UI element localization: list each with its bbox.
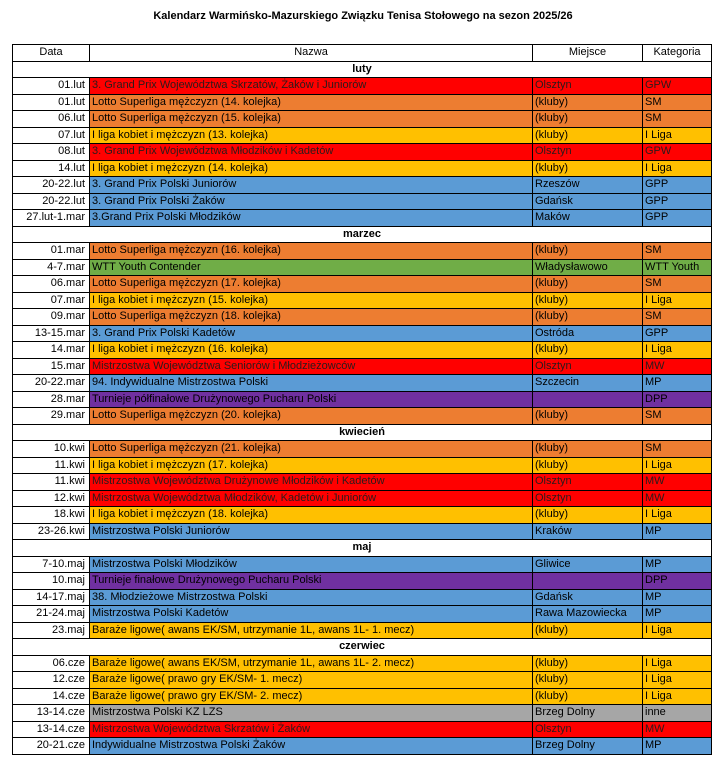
event-row (13, 94, 712, 111)
event-place: Władysławowo (533, 259, 643, 276)
event-name: Lotto Superliga mężczyzn (20. kolejka) (90, 408, 533, 425)
event-row (13, 78, 712, 95)
event-place: Brzeg Dolny (533, 738, 643, 755)
event-row (13, 573, 712, 590)
event-name: I liga kobiet i mężczyzn (14. kolejka) (90, 160, 533, 177)
event-date: 23.maj (13, 622, 90, 639)
event-name: Mistrzostwa Województwa Seniorów i Młodzieżowców (90, 358, 533, 375)
event-category: MW (643, 358, 712, 375)
event-category: MP (643, 556, 712, 573)
event-row (13, 292, 712, 309)
event-name: 94. Indywidualne Mistrzostwa Polski (90, 375, 533, 392)
header-category: Kategoria (643, 45, 712, 62)
event-category: DPP (643, 391, 712, 408)
event-name: Indywidualne Mistrzostwa Polski Żaków (90, 738, 533, 755)
event-date: 27.lut-1.mar (13, 210, 90, 227)
month-label: maj (13, 540, 712, 557)
month-label: luty (13, 61, 712, 78)
event-date: 09.mar (13, 309, 90, 326)
event-name: I liga kobiet i mężczyzn (13. kolejka) (90, 127, 533, 144)
event-name: Lotto Superliga mężczyzn (14. kolejka) (90, 94, 533, 111)
event-name: 3. Grand Prix Województwa Skrzatów, Żaków i Juniorów (90, 78, 533, 95)
event-category: SM (643, 408, 712, 425)
event-name: Mistrzostwa Polski KZ LZS (90, 705, 533, 722)
event-date: 13-14.cze (13, 705, 90, 722)
event-place (533, 573, 643, 590)
event-row (13, 457, 712, 474)
event-row (13, 606, 712, 623)
event-category: GPP (643, 325, 712, 342)
month-row (13, 424, 712, 441)
event-date: 11.kwi (13, 457, 90, 474)
event-date: 11.kwi (13, 474, 90, 491)
event-place: (kluby) (533, 94, 643, 111)
event-row (13, 375, 712, 392)
event-row (13, 688, 712, 705)
event-place: (kluby) (533, 457, 643, 474)
event-place: Rawa Mazowiecka (533, 606, 643, 623)
month-row (13, 540, 712, 557)
event-category: MP (643, 589, 712, 606)
event-date: 14-17.maj (13, 589, 90, 606)
event-name: Lotto Superliga mężczyzn (18. kolejka) (90, 309, 533, 326)
event-name: 3. Grand Prix Województwa Młodzików i Kadetów (90, 144, 533, 161)
event-place: (kluby) (533, 243, 643, 260)
event-date: 10.kwi (13, 441, 90, 458)
event-category: I Liga (643, 507, 712, 524)
event-row (13, 309, 712, 326)
event-name: Lotto Superliga mężczyzn (17. kolejka) (90, 276, 533, 293)
event-category: MP (643, 375, 712, 392)
month-label: czerwiec (13, 639, 712, 656)
event-place: (kluby) (533, 655, 643, 672)
event-place: Olsztyn (533, 144, 643, 161)
event-category: GPP (643, 177, 712, 194)
event-category: I Liga (643, 655, 712, 672)
event-place: Gdańsk (533, 589, 643, 606)
event-row (13, 243, 712, 260)
event-date: 20-21.cze (13, 738, 90, 755)
event-place: (kluby) (533, 309, 643, 326)
event-name: Mistrzostwa Województwa Drużynowe Młodzików i Kadetów (90, 474, 533, 491)
event-row (13, 127, 712, 144)
event-place: (kluby) (533, 292, 643, 309)
event-place: Maków (533, 210, 643, 227)
event-name: Turnieje półfinałowe Drużynowego Pucharu Polski (90, 391, 533, 408)
event-name: I liga kobiet i mężczyzn (18. kolejka) (90, 507, 533, 524)
event-place: (kluby) (533, 111, 643, 128)
month-label: marzec (13, 226, 712, 243)
event-row (13, 391, 712, 408)
event-row (13, 160, 712, 177)
event-category: MW (643, 721, 712, 738)
event-row (13, 705, 712, 722)
event-category: SM (643, 309, 712, 326)
event-date: 7-10.maj (13, 556, 90, 573)
event-place: Olsztyn (533, 78, 643, 95)
event-date: 08.lut (13, 144, 90, 161)
event-name: 3.Grand Prix Polski Młodzików (90, 210, 533, 227)
event-name: Baraże ligowe( prawo gry EK/SM- 1. mecz) (90, 672, 533, 689)
event-name: I liga kobiet i mężczyzn (17. kolejka) (90, 457, 533, 474)
event-place: (kluby) (533, 688, 643, 705)
event-date: 06.mar (13, 276, 90, 293)
event-date: 10.maj (13, 573, 90, 590)
event-date: 06.lut (13, 111, 90, 128)
event-name: Lotto Superliga mężczyzn (21. kolejka) (90, 441, 533, 458)
event-name: WTT Youth Contender (90, 259, 533, 276)
event-date: 20-22.lut (13, 177, 90, 194)
event-row (13, 556, 712, 573)
calendar-table (12, 44, 712, 755)
event-place: (kluby) (533, 127, 643, 144)
event-category: I Liga (643, 457, 712, 474)
event-category: SM (643, 276, 712, 293)
header-date: Data (13, 45, 90, 62)
event-place: Olsztyn (533, 721, 643, 738)
event-name: Mistrzostwa Polski Kadetów (90, 606, 533, 623)
calendar-body (13, 61, 712, 754)
event-place: Brzeg Dolny (533, 705, 643, 722)
event-row (13, 408, 712, 425)
event-place (533, 391, 643, 408)
event-name: Baraże ligowe( awans EK/SM, utrzymanie 1L, awans 1L- 2. mecz) (90, 655, 533, 672)
event-name: 3. Grand Prix Polski Juniorów (90, 177, 533, 194)
event-category: MP (643, 606, 712, 623)
event-date: 28.mar (13, 391, 90, 408)
event-category: I Liga (643, 292, 712, 309)
event-date: 07.mar (13, 292, 90, 309)
event-date: 29.mar (13, 408, 90, 425)
event-category: GPP (643, 210, 712, 227)
event-date: 13-15.mar (13, 325, 90, 342)
event-row (13, 474, 712, 491)
event-place: Gliwice (533, 556, 643, 573)
event-date: 14.cze (13, 688, 90, 705)
event-row (13, 193, 712, 210)
event-row (13, 523, 712, 540)
event-row (13, 441, 712, 458)
event-place: (kluby) (533, 276, 643, 293)
event-row (13, 259, 712, 276)
event-row (13, 342, 712, 359)
event-date: 18.kwi (13, 507, 90, 524)
event-row (13, 177, 712, 194)
event-row (13, 672, 712, 689)
event-place: Olsztyn (533, 490, 643, 507)
event-category: I Liga (643, 342, 712, 359)
event-name: Baraże ligowe( awans EK/SM, utrzymanie 1L, awans 1L- 1. mecz) (90, 622, 533, 639)
event-place: (kluby) (533, 160, 643, 177)
event-category: I Liga (643, 160, 712, 177)
event-place: (kluby) (533, 507, 643, 524)
event-date: 01.lut (13, 94, 90, 111)
event-name: Turnieje finałowe Drużynowego Pucharu Polski (90, 573, 533, 590)
event-category: MW (643, 474, 712, 491)
event-category: I Liga (643, 688, 712, 705)
page-title: Kalendarz Warmińsko-Mazurskiego Związku Tenisa Stołowego na sezon 2025/26 (153, 10, 573, 22)
event-category: MW (643, 490, 712, 507)
event-date: 06.cze (13, 655, 90, 672)
event-category: MP (643, 738, 712, 755)
event-category: GPP (643, 193, 712, 210)
event-category: SM (643, 111, 712, 128)
event-date: 14.lut (13, 160, 90, 177)
event-category: GPW (643, 144, 712, 161)
event-category: I Liga (643, 127, 712, 144)
event-place: Gdańsk (533, 193, 643, 210)
event-name: Mistrzostwa Polski Młodzików (90, 556, 533, 573)
event-place: (kluby) (533, 672, 643, 689)
header-place: Miejsce (533, 45, 643, 62)
event-name: 3. Grand Prix Polski Kadetów (90, 325, 533, 342)
event-name: I liga kobiet i mężczyzn (16. kolejka) (90, 342, 533, 359)
event-row (13, 721, 712, 738)
event-date: 15.mar (13, 358, 90, 375)
event-row (13, 655, 712, 672)
event-name: Lotto Superliga mężczyzn (16. kolejka) (90, 243, 533, 260)
event-row (13, 144, 712, 161)
month-label: kwiecień (13, 424, 712, 441)
event-name: Mistrzostwa Województwa Skrzatów i Żaków (90, 721, 533, 738)
event-place: Kraków (533, 523, 643, 540)
event-place: (kluby) (533, 342, 643, 359)
event-place: Szczecin (533, 375, 643, 392)
event-row (13, 358, 712, 375)
event-name: 38. Młodzieżowe Mistrzostwa Polski (90, 589, 533, 606)
event-name: Baraże ligowe( prawo gry EK/SM- 2. mecz) (90, 688, 533, 705)
event-name: 3. Grand Prix Polski Żaków (90, 193, 533, 210)
event-row (13, 325, 712, 342)
event-row (13, 507, 712, 524)
event-date: 20-22.lut (13, 193, 90, 210)
event-category: SM (643, 441, 712, 458)
event-category: I Liga (643, 672, 712, 689)
event-category: inne (643, 705, 712, 722)
event-date: 01.mar (13, 243, 90, 260)
event-row (13, 622, 712, 639)
month-row (13, 61, 712, 78)
event-date: 14.mar (13, 342, 90, 359)
event-row (13, 276, 712, 293)
event-date: 13-14.cze (13, 721, 90, 738)
event-date: 01.lut (13, 78, 90, 95)
header-name: Nazwa (90, 45, 533, 62)
event-date: 4-7.mar (13, 259, 90, 276)
event-row (13, 490, 712, 507)
event-category: SM (643, 94, 712, 111)
event-row (13, 589, 712, 606)
event-name: I liga kobiet i mężczyzn (15. kolejka) (90, 292, 533, 309)
event-date: 12.cze (13, 672, 90, 689)
event-row (13, 738, 712, 755)
header-row (13, 45, 712, 62)
event-place: (kluby) (533, 441, 643, 458)
event-place: Rzeszów (533, 177, 643, 194)
event-place: Olsztyn (533, 474, 643, 491)
event-category: WTT Youth (643, 259, 712, 276)
event-row (13, 111, 712, 128)
event-name: Mistrzostwa Województwa Młodzików, Kadetów i Juniorów (90, 490, 533, 507)
event-place: Ostróda (533, 325, 643, 342)
event-name: Mistrzostwa Polski Juniorów (90, 523, 533, 540)
event-place: Olsztyn (533, 358, 643, 375)
month-row (13, 226, 712, 243)
event-row (13, 210, 712, 227)
event-date: 07.lut (13, 127, 90, 144)
event-date: 23-26.kwi (13, 523, 90, 540)
event-place: (kluby) (533, 408, 643, 425)
event-category: GPW (643, 78, 712, 95)
event-place: (kluby) (533, 622, 643, 639)
event-date: 21-24.maj (13, 606, 90, 623)
event-date: 20-22.mar (13, 375, 90, 392)
event-category: SM (643, 243, 712, 260)
event-category: DPP (643, 573, 712, 590)
event-name: Lotto Superliga mężczyzn (15. kolejka) (90, 111, 533, 128)
event-date: 12.kwi (13, 490, 90, 507)
month-row (13, 639, 712, 656)
event-category: I Liga (643, 622, 712, 639)
event-category: MP (643, 523, 712, 540)
